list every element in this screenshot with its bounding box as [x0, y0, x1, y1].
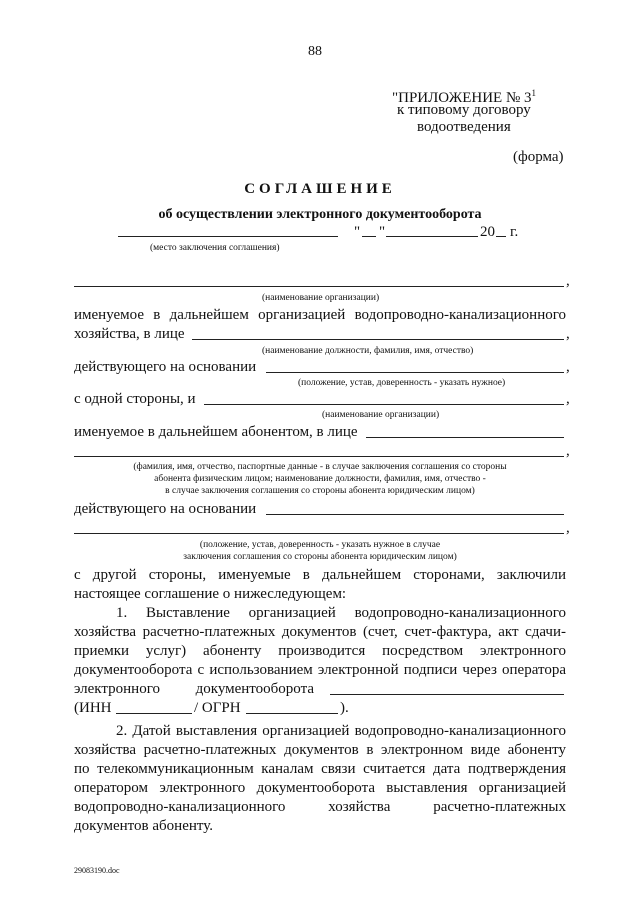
subscriber-basis-field[interactable] [266, 514, 564, 515]
org-name-caption: (наименование организации) [262, 293, 380, 303]
p6-line1: с другой стороны, именуемые в дальнейшем сторонами, заключили [74, 567, 566, 583]
comma: , [566, 326, 570, 342]
p4-caption: (фамилия, имя, отчество, паспортные данные - в случае заключения соглашения со стороны абонента физическим лицом; наименование должности, фамилия, имя, отчество - в случае заключения соглашения со стороны абонента юридическим лицом) [133, 462, 507, 496]
date-quote-open: " [354, 224, 361, 240]
subscriber-representative-field-2[interactable] [74, 456, 564, 457]
date-year: 20 [480, 224, 495, 240]
clause1-line2: хозяйства расчетно-платежных документов (счет, счет-фактура, акт сдачи- [74, 624, 566, 640]
p6-line2: настоящее соглашение о нижеследующем: [74, 586, 347, 602]
appendix-line2: к типовому договору [397, 102, 531, 118]
clause1-line3: приемки услуг) абоненту производится посредством электронного [74, 643, 566, 659]
p4-line: именуемое в дальнейшем абонентом, в лице [74, 424, 358, 440]
subscriber-representative-field[interactable] [366, 437, 564, 438]
year-field[interactable] [496, 236, 506, 237]
p2-caption: (положение, устав, доверенность - указать нужное) [298, 378, 506, 388]
clause1-line5: электронного документооборота [74, 681, 314, 697]
clause1-line1: 1. Выставление организацией водопроводно-канализационного [116, 605, 566, 621]
document-title: СОГЛАШЕНИЕ [244, 181, 396, 197]
page-number: 88 [308, 44, 322, 59]
p2-line: действующего на основании [74, 359, 257, 375]
comma: , [566, 273, 570, 289]
clause2-line4: оператором электронного документооборота выставления организацией [74, 780, 566, 796]
comma: , [566, 520, 570, 536]
clause2-line6: документов абоненту. [74, 818, 213, 834]
inn-close: ). [340, 700, 349, 716]
operator-name-field[interactable] [330, 694, 564, 695]
form-label: (форма) [513, 149, 564, 165]
inn-field[interactable] [116, 713, 192, 714]
comma: , [566, 443, 570, 459]
place-field[interactable] [118, 236, 338, 237]
ogrn-field[interactable] [246, 713, 338, 714]
p5-caption: (положение, устав, доверенность - указать нужное в случае заключения соглашения со стороны абонента юридическим лицом) [183, 540, 457, 562]
p3-caption: (наименование организации) [322, 410, 440, 420]
date-suffix: г. [510, 224, 519, 240]
document-subtitle: об осуществлении электронного документооборота [158, 207, 482, 222]
organization-name-field[interactable] [74, 286, 564, 287]
ogrn-label: / ОГРН [194, 700, 241, 716]
appendix-title: "ПРИЛОЖЕНИЕ № $3^1$ [392, 88, 537, 106]
clause2-line3: по телекоммуникационным каналам связи считается дата подтверждения [74, 761, 566, 777]
basis-field[interactable] [266, 372, 564, 373]
inn-label: (ИНН [74, 700, 112, 716]
representative-field[interactable] [192, 339, 564, 340]
subscriber-org-field[interactable] [204, 404, 564, 405]
appendix-line3: водоотведения [417, 119, 511, 135]
clause1-line4: документооборота с использованием электронной подписи через оператора [74, 662, 566, 678]
p1-line1: именуемое в дальнейшем организацией водопроводно-канализационного [74, 307, 566, 323]
subscriber-basis-field-2[interactable] [74, 533, 564, 534]
comma: , [566, 359, 570, 375]
place-caption: (место заключения соглашения) [150, 243, 280, 253]
clause2-line2: хозяйства расчетно-платежных документов в электронном виде абоненту [74, 742, 566, 758]
p1-line2: хозяйства, в лице [74, 326, 185, 342]
clause2-line1: 2. Датой выставления организацией водопроводно-канализационного [116, 723, 566, 739]
month-field[interactable] [386, 236, 478, 237]
file-name-footer: 29083190.doc [74, 866, 120, 875]
p1-caption: (наименование должности, фамилия, имя, отчество) [262, 346, 474, 356]
day-field[interactable] [362, 236, 376, 237]
date-quote-close: " [379, 224, 386, 240]
comma: , [566, 391, 570, 407]
p5-line: действующего на основании [74, 501, 257, 517]
p3-line: с одной стороны, и [74, 391, 196, 407]
clause2-line5: водопроводно-канализационного хозяйства расчетно-платежных [74, 799, 566, 815]
